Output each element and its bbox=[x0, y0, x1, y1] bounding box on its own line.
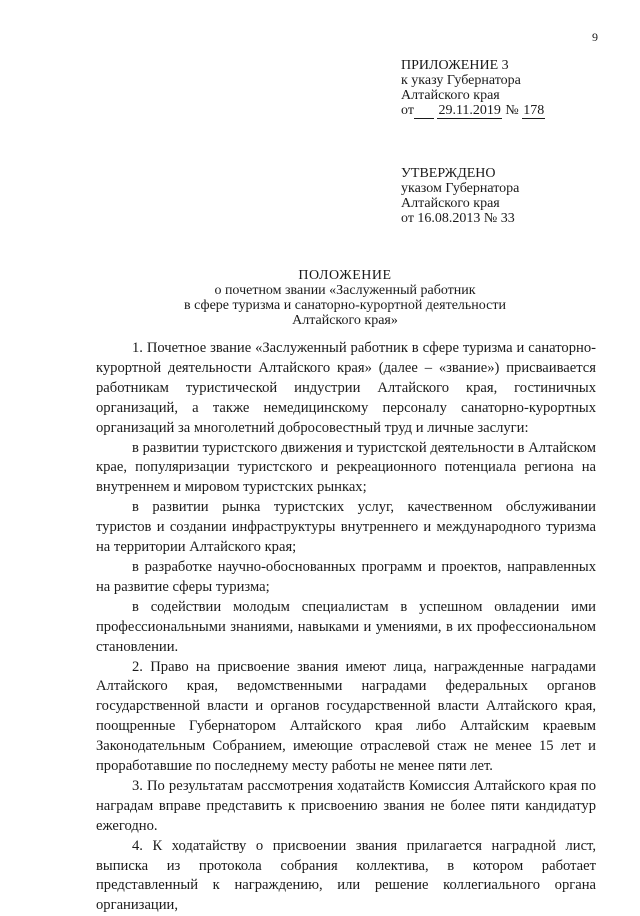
approved-line-1: указом Губернатора bbox=[401, 181, 520, 196]
title-main: ПОЛОЖЕНИЕ bbox=[298, 268, 392, 283]
page-number: 9 bbox=[592, 30, 598, 44]
paragraph: в развитии рынка туристских услуг, качественном обслуживании туристов и создании инфраструктуры внутреннего и международного туризма на территории Алтайского края; bbox=[96, 499, 596, 556]
document-body bbox=[96, 339, 596, 916]
title-line-3: Алтайского края» bbox=[292, 313, 398, 328]
paragraph: 3. По результатам рассмотрения ходатайств Комиссия Алтайского края по наградам вправе представить к присвоению звания не более пяти кандидатур ежегодно. bbox=[96, 777, 596, 834]
paragraph: в содействии молодым специалистам в успешном овладении ими профессиональными знаниями, навыками и умениями, в их профессиональном становлении. bbox=[96, 598, 596, 655]
appendix-date-value: 29.11.2019 bbox=[438, 103, 501, 118]
appendix-date-prefix: от bbox=[401, 103, 414, 118]
appendix-number-sign: № bbox=[505, 103, 519, 118]
paragraph: 4. К ходатайству о присвоении звания прилагается наградной лист, выписка из протокола собрания коллектива, в котором работает представленный к награждению, или решение коллегиального органа организации, bbox=[96, 837, 596, 914]
document-title bbox=[95, 268, 595, 328]
title-line-1: о почетном звании «Заслуженный работник bbox=[214, 283, 476, 298]
appendix-line-1: к указу Губернатора bbox=[401, 73, 521, 88]
appendix-date-blank bbox=[414, 103, 434, 119]
approved-line-3: от 16.08.2013 № 33 bbox=[401, 211, 515, 226]
title-line-2: в сфере туризма и санаторно-курортной деятельности bbox=[184, 298, 506, 313]
appendix-line-2: Алтайского края bbox=[401, 88, 500, 103]
approved-heading: УТВЕРЖДЕНО bbox=[401, 166, 496, 181]
appendix-date-line bbox=[401, 103, 545, 118]
appendix-heading: ПРИЛОЖЕНИЕ 3 bbox=[401, 58, 509, 73]
paragraph: в развитии туристского движения и туристской деятельности в Алтайском крае, популяризации туристского и рекреационного потенциала региона на внутреннем и мировом туристских рынках; bbox=[96, 439, 596, 496]
approved-block bbox=[401, 166, 519, 226]
paragraph: 1. Почетное звание «Заслуженный работник в сфере туризма и санаторно-курортной деятельности Алтайского края» (далее – «звание») присваивается работникам туристической индустрии Алтайского края, гостиничных организаций, а также немедицинскому персоналу санаторно-курортных организаций за многолетний добросовестный труд и личные заслуги: bbox=[96, 340, 596, 436]
approved-line-2: Алтайского края bbox=[401, 196, 500, 211]
paragraph: 2. Право на присвоение звания имеют лица, награжденные наградами Алтайского края, ведомственными наградами федеральных органов государственной власти и органов государственной власти Алтайского края, поощренные Губернатором Алтайского края либо Алтайским краевым Законодательным Собранием, имеющие отраслевой стаж не менее 15 лет и проработавшие по последнему месту работы не менее пяти лет. bbox=[96, 658, 596, 775]
appendix-block bbox=[401, 58, 545, 118]
paragraph: в разработке научно-обоснованных программ и проектов, направленных на развитие сферы туризма; bbox=[96, 558, 596, 595]
appendix-number-value: 178 bbox=[523, 103, 545, 118]
